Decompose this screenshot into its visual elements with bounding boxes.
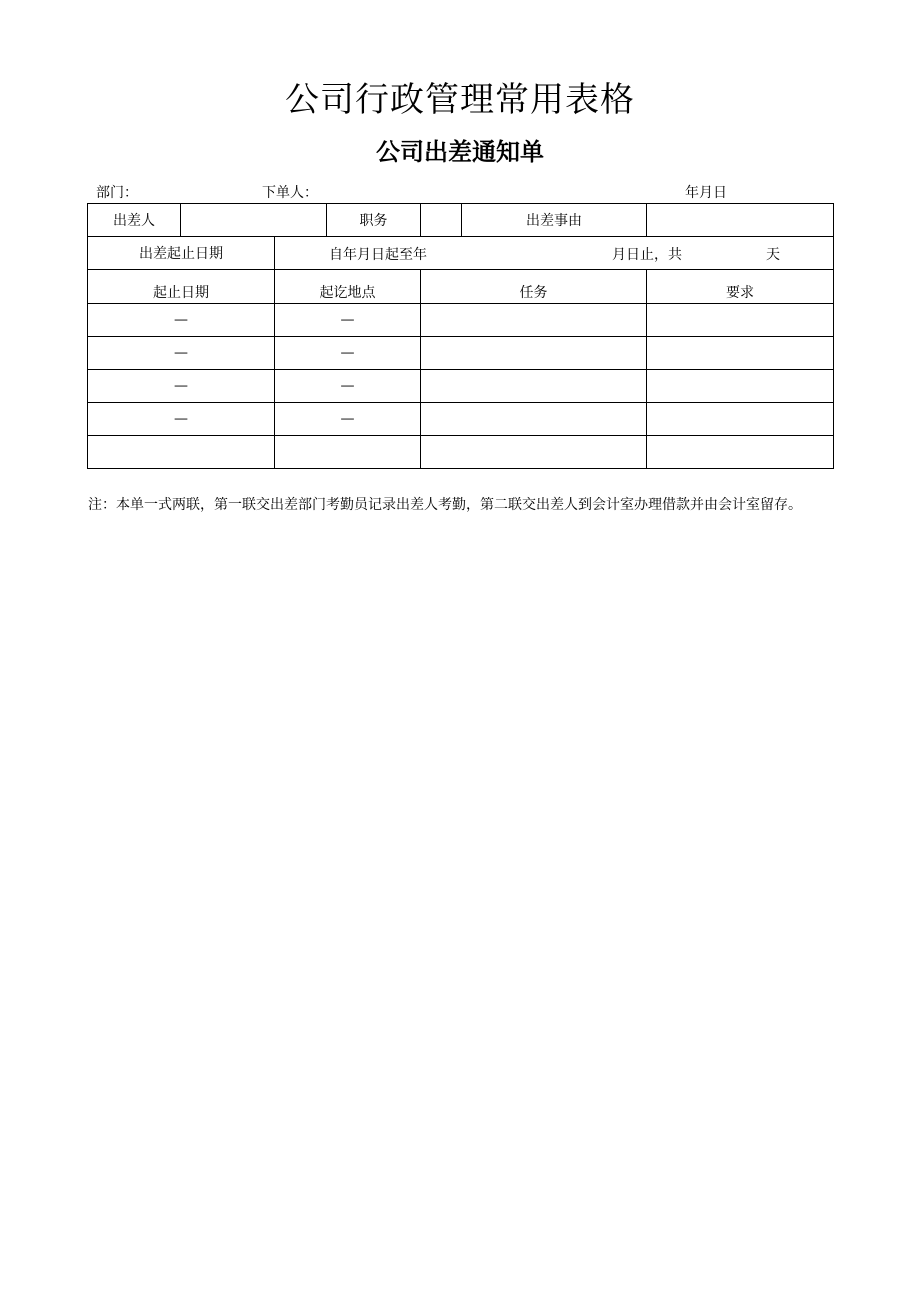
column-header-locations: 起讫地点 [275,270,421,304]
column-header-dates: 起止日期 [88,270,275,304]
position-label: 职务 [327,204,421,237]
dates-cell[interactable]: — [88,403,275,436]
locations-cell[interactable]: — [275,337,421,370]
period-days-text: 天 [766,247,780,263]
requirements-cell[interactable] [647,337,834,370]
locations-cell[interactable]: — [275,370,421,403]
issuer-label: 下单人： [262,185,318,201]
locations-cell[interactable] [275,436,421,469]
requirements-cell[interactable] [647,403,834,436]
dates-cell[interactable]: — [88,370,275,403]
date-label: 年月日 [685,185,727,201]
period-from-text: 自年月日起至年 [329,247,427,263]
traveler-row [88,204,834,237]
form-meta-line [0,183,920,203]
column-header-task: 任务 [421,270,647,304]
task-cell[interactable] [421,337,647,370]
footnote: 注：本单一式两联，第一联交出差部门考勤员记录出差人考勤，第二联交出差人到会计室办理借款并由会计室留存。 [88,497,802,513]
requirements-cell[interactable] [647,436,834,469]
period-to-text: 月日止，共 [612,247,682,263]
department-label: 部门： [96,185,138,201]
traveler-label: 出差人 [88,204,181,237]
task-cell[interactable] [421,403,647,436]
dates-cell[interactable]: — [88,337,275,370]
task-cell[interactable] [421,304,647,337]
reason-label: 出差事由 [462,204,647,237]
table-row [88,304,834,337]
task-cell[interactable] [421,370,647,403]
dates-cell[interactable]: — [88,304,275,337]
task-cell[interactable] [421,436,647,469]
table-row [88,337,834,370]
reason-value-cell[interactable] [647,204,834,237]
table-row [88,436,834,469]
dates-cell[interactable] [88,436,275,469]
table-row [88,370,834,403]
form-title: 公司出差通知单 [376,138,544,166]
page-title: 公司行政管理常用表格 [285,80,635,120]
position-value-cell[interactable] [421,204,462,237]
table-row [88,403,834,436]
column-header-requirements: 要求 [647,270,834,304]
requirements-cell[interactable] [647,370,834,403]
period-label: 出差起止日期 [88,237,275,270]
traveler-value-cell[interactable] [181,204,327,237]
requirements-cell[interactable] [647,304,834,337]
period-value-cell[interactable] [275,237,834,270]
period-row [88,237,834,270]
locations-cell[interactable]: — [275,403,421,436]
column-header-row [88,270,834,304]
locations-cell[interactable]: — [275,304,421,337]
travel-notice-table [87,203,834,469]
